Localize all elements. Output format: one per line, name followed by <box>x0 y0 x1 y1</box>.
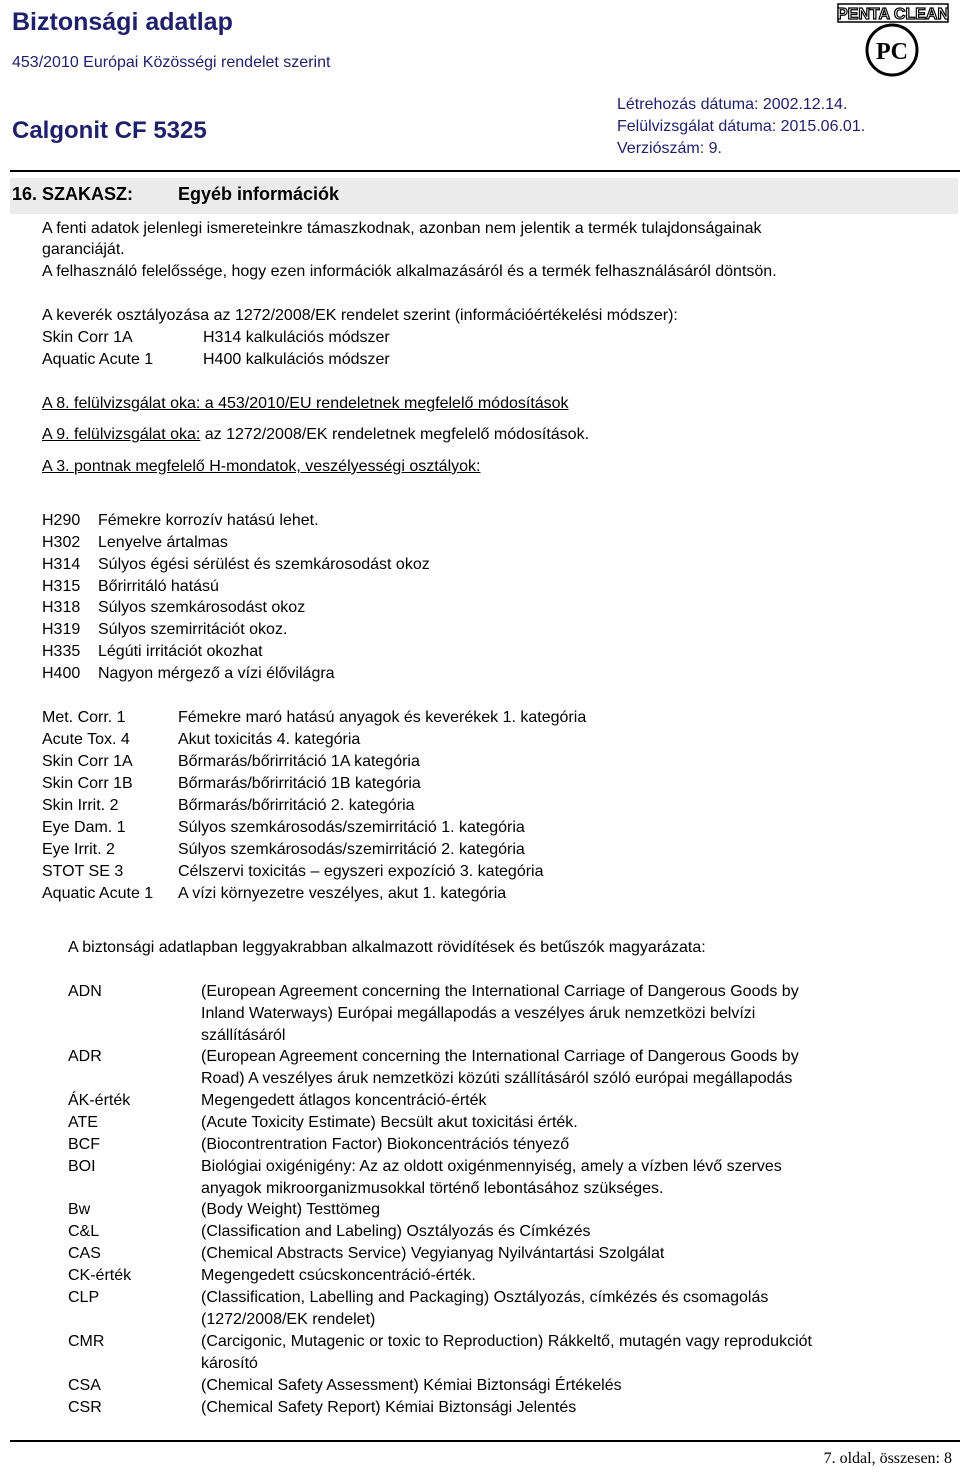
abbrev-text: (European Agreement concerning the International Carriage of Dangerous Goods by <box>201 1048 799 1065</box>
revision-8-note: A 8. felülvizsgálat oka: a 453/2010/EU rendeletnek megfelelő módosítások <box>42 395 569 412</box>
class-text: Súlyos szemkárosodás/szemirritáció 2. kategória <box>178 841 525 858</box>
header-rule <box>10 170 960 172</box>
abbrev-code: C&L <box>68 1223 100 1240</box>
h-code: H318 <box>42 599 81 616</box>
version-number: Verziószám: 9. <box>617 140 722 157</box>
svg-text:PC: PC <box>876 39 908 65</box>
section-title: Egyéb információk <box>178 184 340 204</box>
abbrev-code: ÁK-érték <box>68 1092 131 1109</box>
abbrev-text: Megengedett átlagos koncentráció-érték <box>201 1092 487 1109</box>
abbrev-text: Megengedett csúcskoncentráció-érték. <box>201 1267 476 1284</box>
class-text: Akut toxicitás 4. kategória <box>178 731 361 748</box>
h-code: H315 <box>42 578 81 595</box>
abbrev-code: CLP <box>68 1289 100 1306</box>
abbrev-text: Biológiai oxigénigény: Az az oldott oxigénmennyiség, amely a vízben lévő szerves <box>201 1158 782 1175</box>
h-code: H319 <box>42 621 81 638</box>
class-code: STOT SE 3 <box>42 863 124 880</box>
mixture-heading: A keverék osztályozása az 1272/2008/EK rendelet szerint (információértékelési módszer): <box>42 307 678 324</box>
h-text: Nagyon mérgező a vízi élővilágra <box>98 665 335 682</box>
abbrev-text: (Chemical Safety Report) Kémiai Biztonsági Jelentés <box>201 1399 577 1416</box>
intro-line-2: garanciáját. <box>42 241 125 258</box>
h-code: H314 <box>42 556 81 573</box>
h-code: H302 <box>42 534 81 551</box>
h-text: Súlyos szemkárosodást okoz <box>98 599 306 616</box>
class-code: Eye Dam. 1 <box>42 819 126 836</box>
abbrev-text: (Carcigonic, Mutagenic or toxic to Reproduction) Rákkeltő, mutagén vagy reprodukciót <box>201 1333 812 1350</box>
abbrev-code: Bw <box>68 1201 91 1218</box>
abbrev-text: (Classification, Labelling and Packaging) Osztályozás, címkézés és csomagolás <box>201 1289 769 1306</box>
mixture-method: H314 kalkulációs módszer <box>203 329 390 346</box>
h-text: Fémekre korrozív hatású lehet. <box>98 512 319 529</box>
class-code: Skin Corr 1A <box>42 753 133 770</box>
abbrev-code: CAS <box>68 1245 101 1262</box>
mixture-class: Aquatic Acute 1 <box>42 351 154 368</box>
abbrev-text: (Chemical Safety Assessment) Kémiai Biztonsági Értékelés <box>201 1377 622 1394</box>
mixture-class: Skin Corr 1A <box>42 329 133 346</box>
abbrev-code: BOI <box>68 1158 96 1175</box>
abbrev-code: CSA <box>68 1377 101 1394</box>
creation-date: Létrehozás dátuma: 2002.12.14. <box>617 96 848 113</box>
regulation-subtitle: 453/2010 Európai Közösségi rendelet szerint <box>12 54 331 71</box>
h-statements-heading: A 3. pontnak megfelelő H-mondatok, veszélyességi osztályok: <box>42 458 481 475</box>
class-text: Célszervi toxicitás – egyszeri expozíció 3. kategória <box>178 863 544 880</box>
abbrev-code: CK-érték <box>68 1267 132 1284</box>
h-text: Lenyelve ártalmas <box>98 534 228 551</box>
h-code: H400 <box>42 665 81 682</box>
h-code: H290 <box>42 512 81 529</box>
abbreviations-heading: A biztonsági adatlapban leggyakrabban alkalmazott rövidítések és betűszók magyarázata: <box>68 939 706 956</box>
abbrev-text: (European Agreement concerning the International Carriage of Dangerous Goods by <box>201 983 799 1000</box>
section-number: 16. SZAKASZ: <box>12 184 134 204</box>
class-code: Aquatic Acute 1 <box>42 885 154 902</box>
abbrev-text: (Classification and Labeling) Osztályozás és Címkézés <box>201 1223 591 1240</box>
class-code: Acute Tox. 4 <box>42 731 130 748</box>
h-text: Bőrirritáló hatású <box>98 578 219 595</box>
abbrev-text: szállításáról <box>201 1027 286 1044</box>
abbrev-text: (1272/2008/EK rendelet) <box>201 1311 376 1328</box>
h-text: Súlyos égési sérülést és szemkárosodást okoz <box>98 556 430 573</box>
class-code: Skin Irrit. 2 <box>42 797 119 814</box>
penta-clean-logo <box>832 0 954 80</box>
class-text: Fémekre maró hatású anyagok és keverékek 1. kategória <box>178 709 587 726</box>
abbrev-code: ADR <box>68 1048 102 1065</box>
class-text: Bőrmarás/bőrirritáció 1B kategória <box>178 775 421 792</box>
mixture-method: H400 kalkulációs módszer <box>203 351 390 368</box>
abbrev-text: (Chemical Abstracts Service) Vegyianyag Nyilvántartási Szolgálat <box>201 1245 665 1262</box>
class-code: Met. Corr. 1 <box>42 709 126 726</box>
abbrev-text: károsító <box>201 1355 258 1372</box>
page-number: 7. oldal, összesen: 8 <box>823 1450 952 1467</box>
h-code: H335 <box>42 643 81 660</box>
document-title: Biztonsági adatlap <box>12 8 233 36</box>
class-text: Súlyos szemkárosodás/szemirritáció 1. kategória <box>178 819 525 836</box>
abbrev-text: (Body Weight) Testtömeg <box>201 1201 381 1218</box>
abbrev-text: Inland Waterways) Európai megállapodás a veszélyes áruk nemzetközi belvízi <box>201 1005 756 1022</box>
abbrev-text: (Biocontrentration Factor) Biokoncentrációs tényező <box>201 1136 570 1153</box>
svg-text:PENTA CLEAN: PENTA CLEAN <box>837 6 949 23</box>
h-text: Súlyos szemirritációt okoz. <box>98 621 288 638</box>
product-name: Calgonit CF 5325 <box>12 117 207 144</box>
abbrev-code: BCF <box>68 1136 100 1153</box>
class-text: Bőrmarás/bőrirritáció 1A kategória <box>178 753 420 770</box>
abbrev-text: Road) A veszélyes áruk nemzetközi közúti szállításáról szóló európai megállapodás <box>201 1070 793 1087</box>
abbrev-code: CSR <box>68 1399 102 1416</box>
revision-9-note: A 9. felülvizsgálat oka: az 1272/2008/EK rendeletnek megfelelő módosítások. <box>42 426 590 443</box>
class-text: A vízi környezetre veszélyes, akut 1. kategória <box>178 885 507 902</box>
footer-rule <box>10 1440 960 1442</box>
abbrev-code: ADN <box>68 983 102 1000</box>
section-bar <box>10 178 958 214</box>
class-code: Eye Irrit. 2 <box>42 841 115 858</box>
class-code: Skin Corr 1B <box>42 775 133 792</box>
class-text: Bőrmarás/bőrirritáció 2. kategória <box>178 797 415 814</box>
revision-date: Felülvizsgálat dátuma: 2015.06.01. <box>617 118 866 135</box>
intro-line-3: A felhasználó felelőssége, hogy ezen információk alkalmazásáról és a termék felhasználásáról döntsön. <box>42 263 777 280</box>
abbrev-code: ATE <box>68 1114 98 1131</box>
abbrev-text: anyagok mikroorganizmusokkal történő lebontásához szükséges. <box>201 1180 664 1197</box>
abbrev-code: CMR <box>68 1333 105 1350</box>
intro-line-1: A fenti adatok jelenlegi ismereteinkre támaszkodnak, azonban nem jelentik a termék tulajdonságainak <box>42 220 762 237</box>
abbrev-text: (Acute Toxicity Estimate) Becsült akut toxicitási érték. <box>201 1114 578 1131</box>
h-text: Légúti irritációt okozhat <box>98 643 263 660</box>
